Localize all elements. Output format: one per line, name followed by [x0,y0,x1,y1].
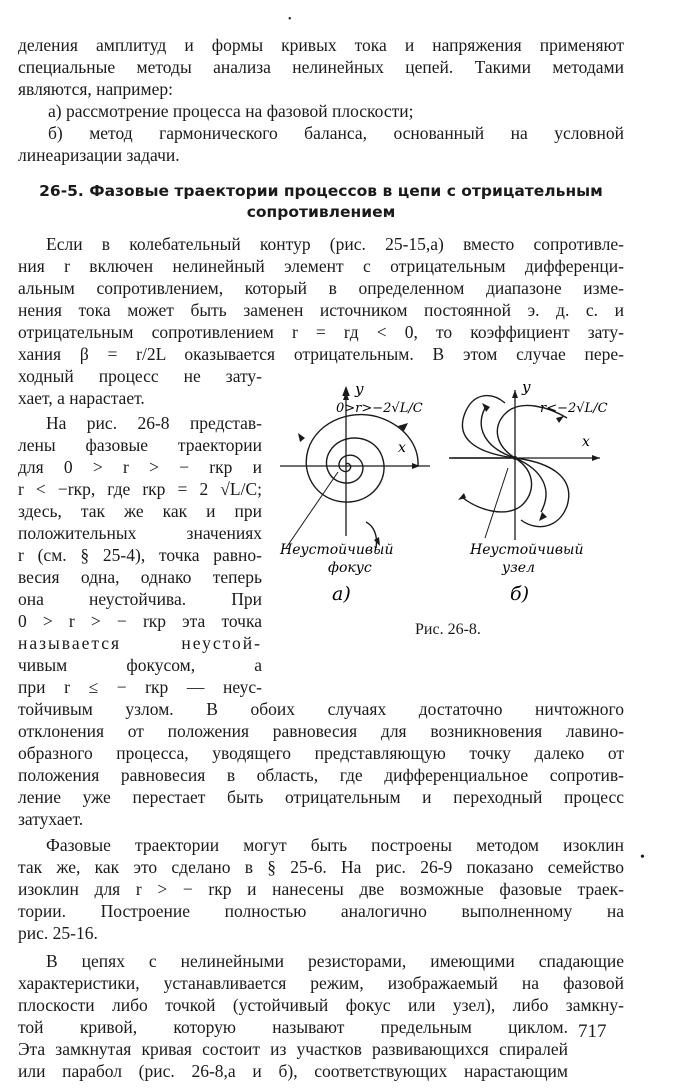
paragraph-line: ходный процесс не зату- [18,366,262,386]
condition-a: 0>r>−2√L/C [336,401,423,416]
panel-b-unstable-node [449,378,608,605]
spiral-arrow [298,433,305,442]
intro-line: специальные методы анализа нелинейных цепей. Такими методами [18,57,624,77]
paragraph-line: характеристики, устанавливается режим, изображаемый на фазовой [18,973,624,993]
label-a-line1: Неустойчивый [280,542,394,558]
paragraph-line: при r ≤ − rкр — неус- [18,677,262,697]
paragraph-line: тойчивым узлом. В обоих случаях достаточно ничтожного [18,699,624,719]
node-arrow [556,416,564,423]
paragraph-line: r < −rкр, где rкр = 2 √L/C; [18,479,262,499]
paragraph-line: хает, а нарастает. [18,388,145,408]
figure-caption: Рис. 26-8. [415,621,481,638]
x-arrowhead-b [592,455,600,461]
phase-trajectory-figure [270,372,630,640]
paragraph-line: лены фазовые траектории [18,435,262,455]
equilibrium-point [513,456,517,460]
axis-label-x-b: x [582,434,590,450]
label-b-line2: узел [502,560,535,576]
paragraph-line: здесь, так же как и при [18,501,262,521]
axis-label-y-b: y [522,378,531,396]
paragraph-line: Если в колебательный контур (рис. 25-15,а) вместо сопротивле- [46,234,624,254]
paragraph-line: изоклин для r > − rкр и нанесены две возможные фазовые траек- [18,879,624,899]
paragraph-line: для 0 > r > − rкр и [18,457,262,477]
parabola-trajectory [463,458,532,512]
paragraph-line: r (см. § 25-4), точка равно- [18,545,262,565]
paragraph-line: отрицательным сопротивлением r = rд < 0, то коэффициент зату- [18,322,624,342]
paragraph-line: На рис. 26-8 представ- [46,413,262,433]
paragraph-line: нения тока может быть заменен источником постоянной э. д. с. и [18,300,624,320]
section-heading: 26-5. Фазовые траектории процессов в цепи с отрицательным [39,182,603,200]
print-speck: • [640,850,645,865]
paragraph-line: так же, как это сделано в § 25-6. На рис. 26-9 показано семейство [18,857,624,877]
paragraph-line: чивым фокусом, а [18,655,262,675]
paragraph-line: называется неустой- [18,633,262,653]
paragraph-line: хания β = r/2L оказывается отрицательным. В этом случае пере- [18,344,624,364]
paragraph-line: тории. Построение полностью аналогично выполненному на [18,901,624,921]
paragraph-line: весия одна, однако теперь [18,567,262,587]
intro-line: линеаризации задачи. [18,145,180,165]
label-b-line1: Неустойчивый [470,542,584,558]
paragraph-line: положительных значениях [18,523,262,543]
paragraph-line: ния r включен нелинейный элемент с отрицательным дифференци- [18,256,624,276]
intro-line: являются, например: [18,79,173,99]
paragraph-line: 0 > r > − rкр эта точка [18,611,262,631]
paragraph-line: Эта замкнутая кривая состоит из участков развивающихся спиралей [18,1039,568,1059]
label-a-line2: фокус [328,560,372,576]
intro-line: а) рассмотрение процесса на фазовой плоскости; [48,101,414,121]
paragraph-line: затухает. [18,809,84,829]
parabola-trajectory [462,396,515,458]
y-arrowhead-a [343,392,349,400]
paragraph-line: альным сопротивлением, который в определенном диапазоне изме- [18,278,624,298]
node-arrow [539,512,547,521]
axis-label-y-a: y [355,380,364,398]
paragraph-line: рис. 25-16. [18,923,98,943]
condition-b: r<−2√L/C [540,401,608,416]
paragraph-line: Фазовые траектории могут быть построены методом изоклин [46,835,624,855]
paragraph-line: образного процесса, уводящего представляющую точку далеко от [18,743,624,763]
page-number: 717 [578,1021,607,1042]
panel-letter-a: а) [332,583,351,605]
paragraph-line: В цепях с нелинейными резисторами, имеющими спадающие [46,951,624,971]
paragraph-line: отклонения от положения равновесия для возникновения лавино- [18,721,624,741]
panel-a-unstable-focus [279,380,430,605]
paragraph-line: она неустойчива. При [18,589,262,609]
node-leader-line [485,468,508,538]
section-heading-cont: сопротивлением [246,203,396,221]
spiral-arrow [398,423,408,431]
parabola-trajectory [515,458,546,512]
paragraph-line: или парабол (рис. 26-8,а и б), соответствующих нарастающим [18,1061,568,1081]
parabola-trajectory [481,408,515,458]
intro-line: деления амплитуд и формы кривых тока и напряжения применяют [18,35,624,55]
print-speck: • [288,14,292,25]
y-arrowhead-b [512,390,518,398]
x-arrowhead-a [412,463,420,469]
paragraph-line: той кривой, которую называют предельным циклом. [18,1017,568,1037]
intro-line: б) метод гармонического баланса, основанный на условной [48,123,624,143]
axis-label-x-a: x [398,440,406,456]
paragraph-line: плоскости либо точкой (устойчивый фокус или узел), либо замкну- [18,995,624,1015]
paragraph-line: ление уже перестает быть отрицательным и переходный процесс [18,787,624,807]
panel-letter-b: б) [510,583,530,605]
paragraph-line: положения равновесия в область, где дифференциальное сопротив- [18,765,624,785]
